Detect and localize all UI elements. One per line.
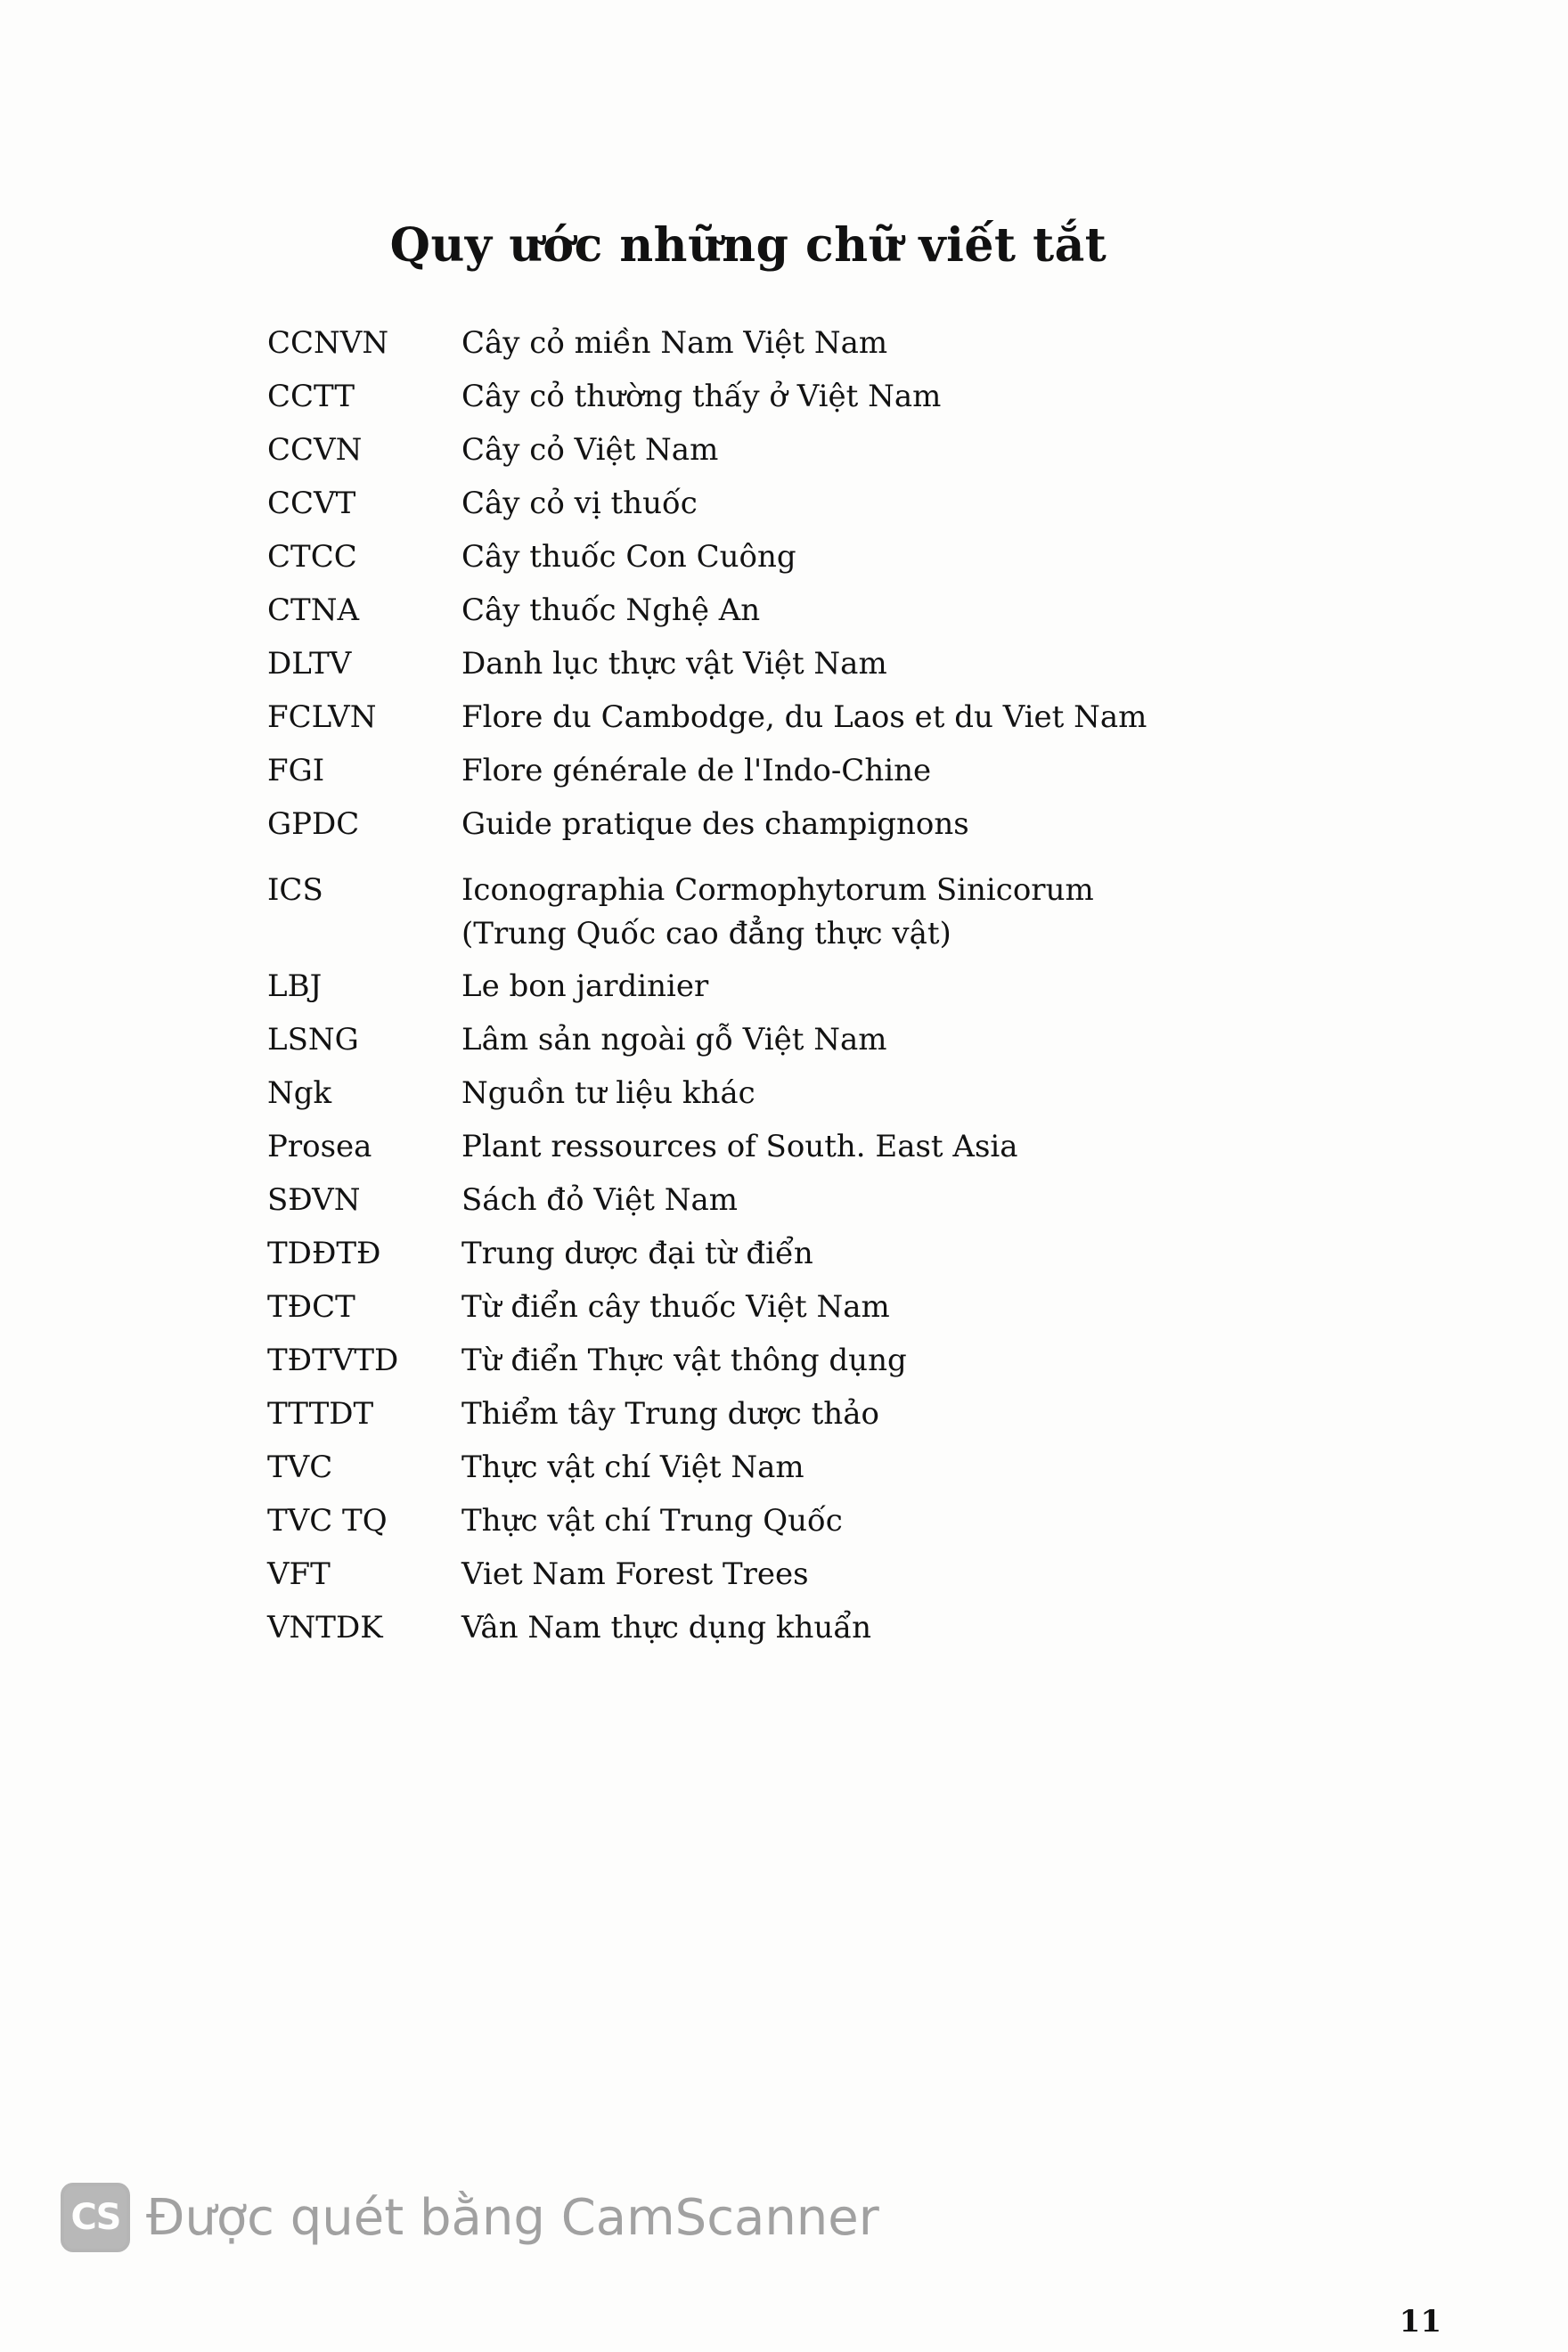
list-item xyxy=(267,1387,1336,1441)
abbreviation-meaning: Nguồn tư liệu khác xyxy=(461,1075,755,1111)
page-number: 11 xyxy=(1399,2304,1441,2340)
abbreviation-meaning: Thiểm tây Trung dược thảo xyxy=(461,1396,879,1432)
abbreviation: FCLVN xyxy=(267,699,377,735)
abbreviation-meaning: Sách đỏ Việt Nam xyxy=(461,1182,739,1218)
abbreviation-meaning: Flore du Cambodge, du Laos et du Viet Nam xyxy=(461,699,1147,735)
abbreviation: Prosea xyxy=(267,1129,372,1164)
abbreviation-meaning: Flore générale de l'Indo-Chine xyxy=(461,753,932,788)
camscanner-logo-icon: CS xyxy=(61,2183,130,2252)
list-item xyxy=(267,1441,1336,1494)
list-item xyxy=(267,1173,1336,1227)
abbreviation: CCTT xyxy=(267,379,355,414)
abbreviation: TVC xyxy=(267,1450,333,1485)
list-item xyxy=(267,797,1336,851)
abbreviation: ICS xyxy=(267,872,323,908)
list-item xyxy=(267,530,1336,584)
list-item xyxy=(267,690,1336,744)
list-item xyxy=(267,1548,1336,1601)
list-item xyxy=(267,1066,1336,1120)
abbreviation: VFT xyxy=(267,1556,331,1592)
abbreviation: TVC TQ xyxy=(267,1503,388,1539)
abbreviation: LSNG xyxy=(267,1022,359,1058)
abbreviation: TDĐTĐ xyxy=(267,1236,381,1271)
abbreviation-meaning: Từ điển Thực vật thông dụng xyxy=(461,1343,907,1378)
abbreviation-meaning: Cây cỏ thường thấy ở Việt Nam xyxy=(461,379,942,414)
list-item xyxy=(267,1120,1336,1173)
abbreviation-meaning: Từ điển cây thuốc Việt Nam xyxy=(461,1289,890,1325)
abbreviation: SĐVN xyxy=(267,1182,361,1218)
list-item xyxy=(267,960,1336,1013)
abbreviation-meaning: Trung dược đại từ điển xyxy=(461,1236,813,1271)
list-item xyxy=(267,637,1336,690)
abbreviation: CTNA xyxy=(267,592,359,628)
list-item xyxy=(267,477,1336,530)
page-title: Quy ước những chữ viết tắt xyxy=(389,217,1107,273)
meaning-line-1: Iconographia Cormophytorum Sinicorum xyxy=(461,872,1094,908)
list-item xyxy=(267,1280,1336,1334)
abbreviation: Ngk xyxy=(267,1075,332,1111)
abbreviation: CCVT xyxy=(267,486,356,521)
list-item xyxy=(267,1601,1336,1654)
abbreviation-meaning: Cây cỏ Việt Nam xyxy=(461,432,719,468)
list-item xyxy=(267,1013,1336,1066)
list-item xyxy=(267,1334,1336,1387)
abbreviation: DLTV xyxy=(267,646,352,682)
abbreviation: CCVN xyxy=(267,432,363,468)
list-item xyxy=(267,744,1336,797)
abbreviation: TĐCT xyxy=(267,1289,355,1325)
abbreviation-meaning: Plant ressources of South. East Asia xyxy=(461,1129,1018,1164)
abbreviation: FGI xyxy=(267,753,325,788)
abbreviation-meaning: Thực vật chí Trung Quốc xyxy=(461,1503,843,1539)
abbreviation: TTTDT xyxy=(267,1396,374,1432)
list-item xyxy=(267,863,1336,956)
list-item xyxy=(267,1227,1336,1280)
abbreviation-meaning: Cây thuốc Con Cuông xyxy=(461,539,796,575)
abbreviation-meaning: Thực vật chí Việt Nam xyxy=(461,1450,804,1485)
abbreviation: CTCC xyxy=(267,539,357,575)
abbreviation-meaning: Danh lục thực vật Việt Nam xyxy=(461,646,887,682)
watermark-text: Được quét bằng CamScanner xyxy=(146,2188,879,2247)
list-item xyxy=(267,584,1336,637)
abbreviation-meaning xyxy=(461,863,1336,956)
list-item xyxy=(267,316,1336,370)
list-item xyxy=(267,370,1336,423)
abbreviation-meaning: Lâm sản ngoài gỗ Việt Nam xyxy=(461,1022,887,1058)
abbreviation: GPDC xyxy=(267,806,360,842)
abbreviation-meaning: Viet Nam Forest Trees xyxy=(461,1556,809,1592)
list-item xyxy=(267,1494,1336,1548)
meaning-line-2: (Trung Quốc cao đẳng thực vật) xyxy=(461,916,951,951)
abbreviation: CCNVN xyxy=(267,325,389,361)
abbreviation-list xyxy=(267,316,1336,1654)
abbreviation: LBJ xyxy=(267,968,323,1004)
abbreviation-meaning: Cây thuốc Nghệ An xyxy=(461,592,761,628)
abbreviation: TĐTVTD xyxy=(267,1343,399,1378)
abbreviation-meaning: Cây cỏ vị thuốc xyxy=(461,486,698,521)
camscanner-watermark xyxy=(61,2183,879,2252)
abbreviation: VNTDK xyxy=(267,1610,383,1646)
abbreviation-meaning: Guide pratique des champignons xyxy=(461,806,969,842)
list-item xyxy=(267,423,1336,477)
abbreviation-meaning: Cây cỏ miền Nam Việt Nam xyxy=(461,325,888,361)
abbreviation-meaning: Vân Nam thực dụng khuẩn xyxy=(461,1610,872,1646)
abbreviation-meaning: Le bon jardinier xyxy=(461,968,709,1004)
